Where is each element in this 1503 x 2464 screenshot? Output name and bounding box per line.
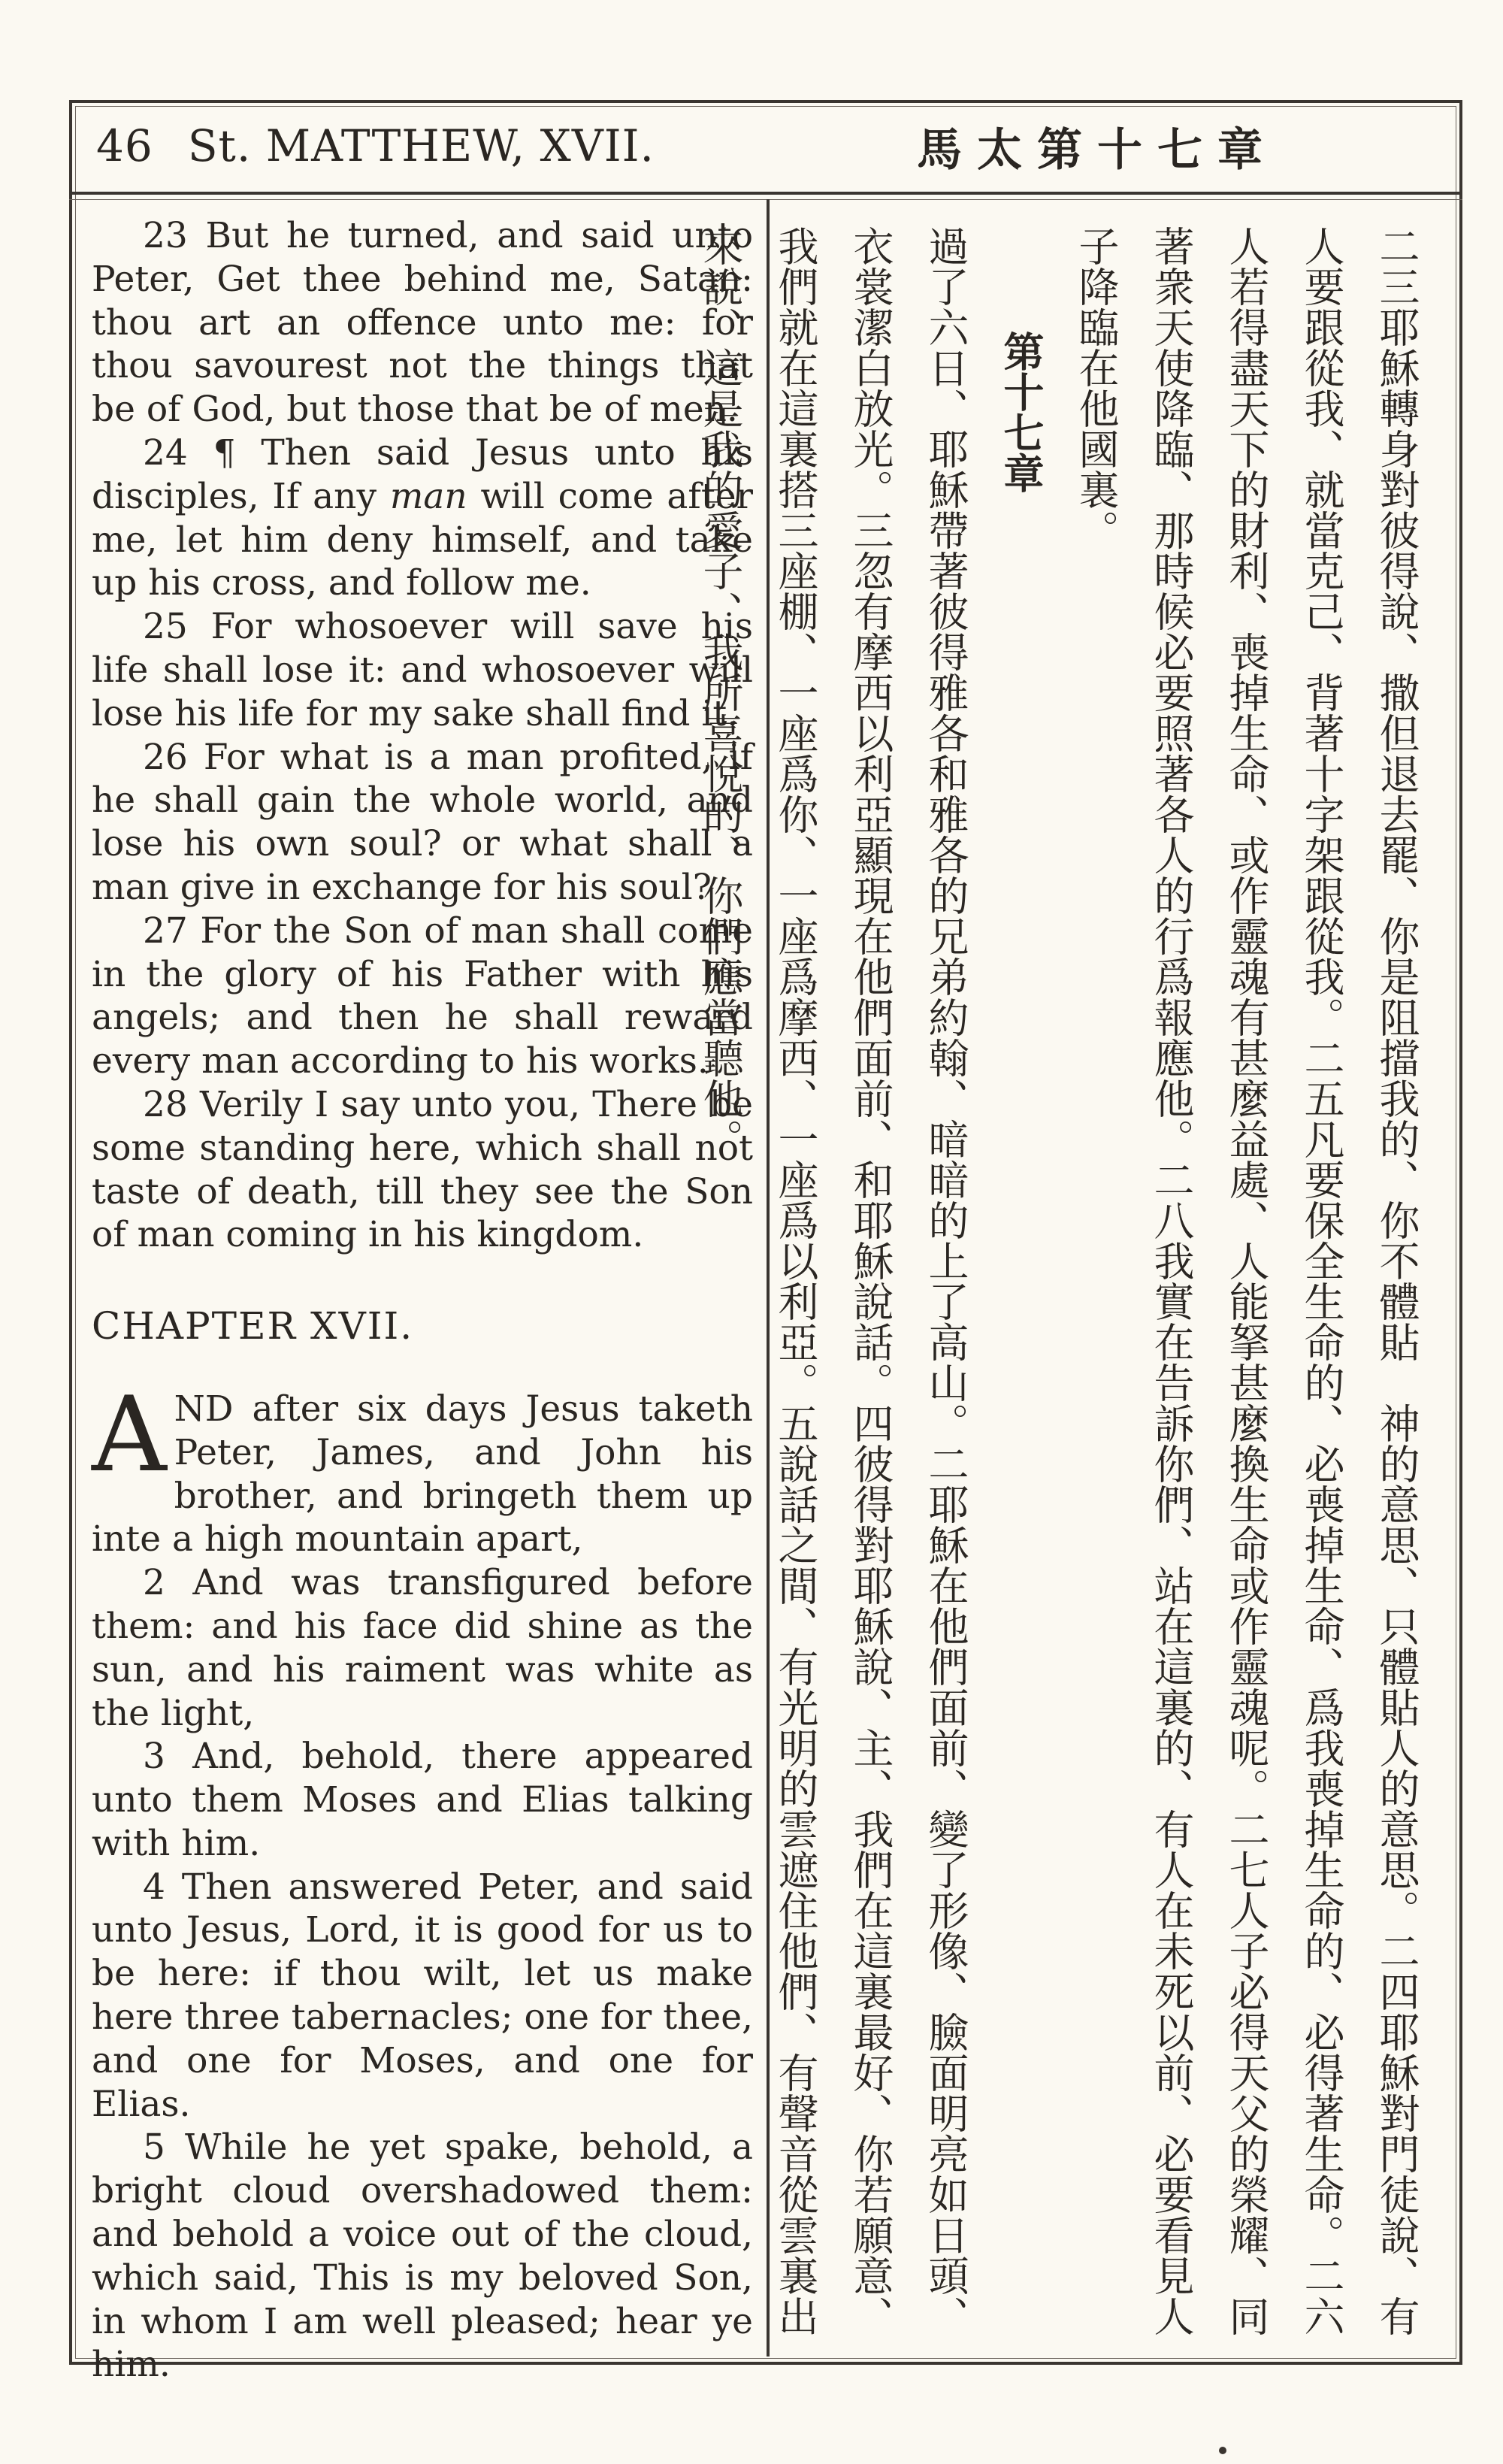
book-title-english: St. MATTHEW, XVII.	[187, 120, 655, 171]
chapter-heading-chinese: 第十七章	[997, 331, 1045, 493]
verse-2	[92, 1561, 753, 1735]
verse-text-italic: man	[389, 475, 467, 517]
verse-28	[92, 1083, 753, 1257]
verse-26	[92, 736, 753, 910]
verse-text: While he yet spake, behold, a bright cloud overshadowed them: and behold a voice out of the cloud, which said, This is my beloved Son, in whom I am well pleased; hear ye him.	[92, 2126, 753, 2386]
verse-5	[92, 2126, 753, 2387]
pilcrow-mark: ¶	[213, 431, 236, 474]
verse-number: 24	[143, 431, 188, 474]
verse-text: For whosoever will save his life shall lose it: and whosoever will lose his life for my sake shall find it.	[92, 606, 753, 734]
verse-23	[92, 214, 753, 431]
chinese-verses-17: 過了六日、耶穌帶著彼得雅各和雅各的兄弟約翰、暗暗的上了高山。二耶穌在他們面前、變了形像、臉面明亮如日頭、衣裳潔白放光。三忽有摩西以利亞顯現在他們面前、和耶穌說話。四彼得對耶穌說、主、我們在這裏最好、你若願意、我們就在這裏搭三座棚、一座爲你、一座爲摩西、一座爲以利亞。五說話之間、有光明的雲遮住他們、有聲音從雲裏出來說、這是我的愛子、我所喜悅的、你們應當聽他。	[697, 226, 969, 2336]
page-number: 46	[96, 120, 153, 171]
verse-number: 25	[143, 606, 188, 648]
verse-number: 28	[143, 1083, 188, 1125]
drop-cap: A	[92, 1373, 167, 1495]
english-column	[92, 214, 753, 2387]
verse-number: 2	[143, 1562, 165, 1604]
verse-number: 26	[143, 736, 188, 778]
verse-text: will come after me, let him deny himself, and take up his cross, and follow me.	[92, 475, 753, 604]
verse-25	[92, 605, 753, 735]
running-header-english	[96, 120, 655, 171]
verse-text: Then answered Peter, and said unto Jesus, Lord, it is good for us to be here: if thou wilt, let us make here three tabernacles; one for thee, and one for Moses, and one for Elias.	[92, 1866, 753, 2125]
verse-text: But he turned, and said unto Peter, Get thee behind me, Satan: thou art an offence unto me: for thou savourest not the things that be of God, but those that be of men.	[92, 215, 753, 431]
verse-number: 27	[143, 910, 188, 952]
verse-3	[92, 1735, 753, 1865]
verse-number: 3	[143, 1736, 165, 1778]
header-rule-thin	[69, 199, 1462, 200]
print-speck	[1219, 2447, 1226, 2454]
verse-1	[92, 1373, 753, 1561]
verse-text: Then said Jesus unto his disciples, If any	[92, 431, 753, 517]
verse-24	[92, 431, 753, 605]
verse-text: Verily I say unto you, There be some standing here, which shall not taste of death, till they see the Son of man coming in his kingdom.	[92, 1083, 753, 1256]
verse-number: 5	[143, 2126, 165, 2169]
verse-text: And, behold, there appeared unto them Moses and Elias talking with him.	[92, 1736, 753, 1864]
verse-text: For what is a man profited, if he shall gain the whole world, and lose his own soul? or what shall a man give in exchange for his soul?	[92, 736, 753, 908]
book-title-chinese: 馬太第十七章	[917, 124, 1278, 177]
verse-text: For the Son of man shall come in the glory of his Father with his angels; and then he shall reward every man according to his works.	[92, 910, 753, 1082]
chapter-heading-english: CHAPTER XVII.	[92, 1304, 414, 1349]
header-rule	[69, 192, 1462, 195]
verse-27	[92, 910, 753, 1083]
verse-number: 4	[143, 1866, 165, 1908]
chinese-verses-16: 二三耶穌轉身對彼得說、撒但退去罷、你是阻擋我的、你不體貼 神的意思、只體貼人的意思。二四耶穌對門徒說、有人要跟從我、就當克己、背著十字架跟從我。二五凡要保全生命的、必喪掉生命、爲我喪掉生命的、必得著生命。二六人若得盡天下的財利、喪掉生命、或作靈魂有甚麼益處、人能拏甚麼換生命或作靈魂呢。二七人子必得天父的榮耀、同著衆天使降臨、那時候必要照著各人的行爲報應他。二八我實在告訴你們、站在這裏的、有人在未死以前、必要看見人子降臨在他國裏。	[1072, 226, 1420, 2336]
verse-number: 23	[143, 215, 188, 256]
verse-text: ND after six days Jesus taketh Peter, James, and John his brother, and bringeth them up inte a high mountain apart,	[92, 1388, 753, 1560]
verse-4	[92, 1866, 753, 2126]
chinese-column	[697, 226, 1434, 2353]
verse-text: And was transfigured before them: and his face did shine as the sun, and his raiment was white as the light,	[92, 1562, 753, 1734]
